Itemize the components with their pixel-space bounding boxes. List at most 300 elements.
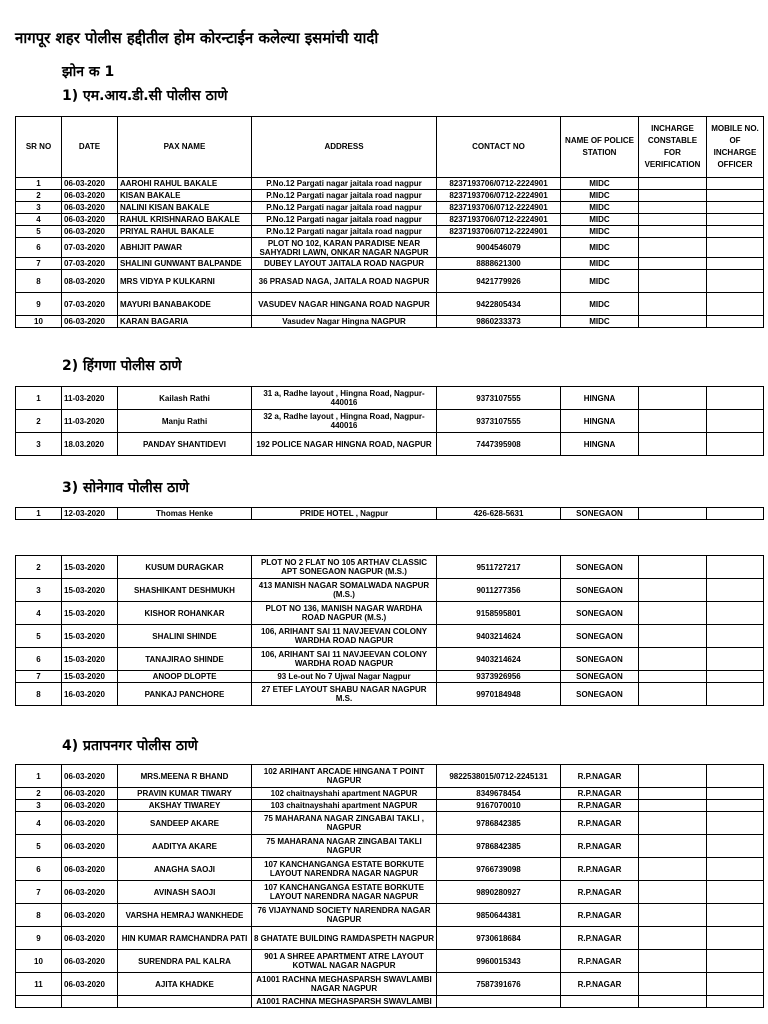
- cell-mobile-incharge: [707, 226, 764, 238]
- table-row: [16, 671, 764, 683]
- cell-address: 93 Le-out No 7 Ujwal Nagar Nagpur: [252, 671, 437, 683]
- cell-date: 06-03-2020: [62, 927, 118, 950]
- cell-mobile-incharge: [707, 190, 764, 202]
- cell-sr-no: 1: [16, 178, 62, 190]
- cell-contact-no: 8888621300: [437, 258, 561, 270]
- cell-sr-no: 4: [16, 812, 62, 835]
- cell-contact-no: 9373107555: [437, 410, 561, 433]
- cell-pax-name: ANOOP DLOPTE: [118, 671, 252, 683]
- cell-sr-no: 4: [16, 602, 62, 625]
- cell-address: 102 chaitnayshahi apartment NAGPUR: [252, 788, 437, 800]
- cell-mobile-incharge: [707, 214, 764, 226]
- cell-sr-no: 1: [16, 765, 62, 788]
- cell-pax-name: KISHOR ROHANKAR: [118, 602, 252, 625]
- cell-address: 106, ARIHANT SAI 11 NAVJEEVAN COLONY WARDHA ROAD NAGPUR: [252, 625, 437, 648]
- cell-pax-name: PRIYAL RAHUL BAKALE: [118, 226, 252, 238]
- cell-police-station: HINGNA: [561, 433, 639, 456]
- cell-date: 15-03-2020: [62, 625, 118, 648]
- cell-contact-no: 9422805434: [437, 293, 561, 316]
- cell-pax-name: SHALINI GUNWANT BALPANDE: [118, 258, 252, 270]
- cell-incharge-constable: [639, 316, 707, 328]
- cell-date: 15-03-2020: [62, 579, 118, 602]
- cell-sr-no: 6: [16, 858, 62, 881]
- cell-date: 15-03-2020: [62, 556, 118, 579]
- cell-police-station: R.P.NAGAR: [561, 950, 639, 973]
- cell-date: 06-03-2020: [62, 812, 118, 835]
- cell-pax-name: AVINASH SAOJI: [118, 881, 252, 904]
- cell-mobile-incharge: [707, 602, 764, 625]
- cell-pax-name: KISAN BAKALE: [118, 190, 252, 202]
- cell-date: 11-03-2020: [62, 410, 118, 433]
- cell-sr-no: 8: [16, 683, 62, 706]
- cell-incharge-constable: [639, 270, 707, 293]
- cell-mobile-incharge: [707, 293, 764, 316]
- cell-address: PRIDE HOTEL , Nagpur: [252, 508, 437, 520]
- cell-incharge-constable: [639, 433, 707, 456]
- cell-address: 107 KANCHANGANGA ESTATE BORKUTE LAYOUT NARENDRA NAGAR NAGPUR: [252, 858, 437, 881]
- cell-sr-no: 11: [16, 973, 62, 996]
- cell-address: A1001 RACHNA MEGHASPARSH SWAVLAMBI NAGAR NAGPUR: [252, 973, 437, 996]
- cell-date: 06-03-2020: [62, 858, 118, 881]
- cell-contact-no: 9850644381: [437, 904, 561, 927]
- cell-incharge-constable: [639, 579, 707, 602]
- cell-police-station: SONEGAON: [561, 671, 639, 683]
- cell-mobile-incharge: [707, 238, 764, 258]
- cell-mobile-incharge: [707, 671, 764, 683]
- cell-police-station: SONEGAON: [561, 625, 639, 648]
- cell-contact-no: 9403214624: [437, 625, 561, 648]
- cell-sr-no: 2: [16, 410, 62, 433]
- cell-incharge-constable: [639, 202, 707, 214]
- table-row: [16, 927, 764, 950]
- table-row: [16, 648, 764, 671]
- cell-sr-no: 3: [16, 800, 62, 812]
- cell-incharge-constable: [639, 800, 707, 812]
- cell-mobile-incharge: [707, 904, 764, 927]
- cell-pax-name: AADITYA AKARE: [118, 835, 252, 858]
- cell-contact-no: 9403214624: [437, 648, 561, 671]
- cell-pax-name: MAYURI BANABAKODE: [118, 293, 252, 316]
- header-address: ADDRESS: [252, 117, 437, 178]
- cell-mobile-incharge: [707, 927, 764, 950]
- cell-police-station: MIDC: [561, 178, 639, 190]
- cell-incharge-constable: [639, 973, 707, 996]
- cell-contact-no: 9158595801: [437, 602, 561, 625]
- cell-police-station: MIDC: [561, 238, 639, 258]
- cell-incharge-constable: [639, 812, 707, 835]
- cell-mobile-incharge: [707, 316, 764, 328]
- cell-contact-no: 9822538015/0712-2245131: [437, 765, 561, 788]
- cell-mobile-incharge: [707, 625, 764, 648]
- table-row: [16, 602, 764, 625]
- cell-police-station: R.P.NAGAR: [561, 973, 639, 996]
- cell-sr-no: 3: [16, 579, 62, 602]
- cell-address: 75 MAHARANA NAGAR ZINGABAI TAKLI NAGPUR: [252, 835, 437, 858]
- table-row: [16, 387, 764, 410]
- cell-police-station: MIDC: [561, 270, 639, 293]
- cell-sr-no: 10: [16, 950, 62, 973]
- table-row: [16, 226, 764, 238]
- table-body-midc: [16, 178, 764, 328]
- table-row: [16, 190, 764, 202]
- cell-pax-name: PANDAY SHANTIDEVI: [118, 433, 252, 456]
- cell-mobile-incharge: [707, 202, 764, 214]
- cell-incharge-constable: [639, 178, 707, 190]
- cell-contact-no: 8237193706/0712-2224901: [437, 226, 561, 238]
- cell-address: PLOT NO 2 FLAT NO 105 ARTHAV CLASSIC APT SONEGAON NAGPUR (M.S.): [252, 556, 437, 579]
- cell-contact-no: 426-628-5631: [437, 508, 561, 520]
- cell-date: 06-03-2020: [62, 973, 118, 996]
- cell-sr-no: 7: [16, 258, 62, 270]
- cell-pax-name: ANAGHA SAOJI: [118, 858, 252, 881]
- cell-address: VASUDEV NAGAR HINGANA ROAD NAGPUR: [252, 293, 437, 316]
- cell-date: 07-03-2020: [62, 258, 118, 270]
- cell-sr-no: 6: [16, 238, 62, 258]
- cell-pax-name: RAHUL KRISHNARAO BAKALE: [118, 214, 252, 226]
- cell-date: [62, 996, 118, 1008]
- cell-mobile-incharge: [707, 858, 764, 881]
- section-heading-sonegaon: 3) सोनेगाव पोलीस ठाणे: [62, 480, 189, 496]
- cell-incharge-constable: [639, 927, 707, 950]
- table-row: [16, 788, 764, 800]
- table-row: [16, 202, 764, 214]
- cell-address: P.No.12 Pargati nagar jaitala road nagpur: [252, 202, 437, 214]
- cell-address: 192 POLICE NAGAR HINGNA ROAD, NAGPUR: [252, 433, 437, 456]
- cell-mobile-incharge: [707, 648, 764, 671]
- cell-contact-no: 8237193706/0712-2224901: [437, 178, 561, 190]
- section-heading-pratapnagar: 4) प्रतापनगर पोलीस ठाणे: [62, 738, 198, 754]
- cell-mobile-incharge: [707, 433, 764, 456]
- cell-address: P.No.12 Pargati nagar jaitala road nagpur: [252, 226, 437, 238]
- table-row: [16, 579, 764, 602]
- cell-address: P.No.12 Pargati nagar jaitala road nagpur: [252, 178, 437, 190]
- cell-sr-no: 5: [16, 835, 62, 858]
- cell-contact-no: 9890280927: [437, 881, 561, 904]
- table-row: [16, 258, 764, 270]
- cell-sr-no: 3: [16, 202, 62, 214]
- cell-address: P.No.12 Pargati nagar jaitala road nagpur: [252, 190, 437, 202]
- cell-contact-no: 9511727217: [437, 556, 561, 579]
- cell-pax-name: MRS.MEENA R BHAND: [118, 765, 252, 788]
- zone-label: झोन क 1: [62, 64, 115, 80]
- table-row: [16, 625, 764, 648]
- cell-incharge-constable: [639, 258, 707, 270]
- cell-address: 36 PRASAD NAGA, JAITALA ROAD NAGPUR: [252, 270, 437, 293]
- cell-contact-no: 9766739098: [437, 858, 561, 881]
- cell-incharge-constable: [639, 625, 707, 648]
- cell-address: 106, ARIHANT SAI 11 NAVJEEVAN COLONY WARDHA ROAD NAGPUR: [252, 648, 437, 671]
- cell-police-station: MIDC: [561, 316, 639, 328]
- table-row: [16, 881, 764, 904]
- cell-mobile-incharge: [707, 996, 764, 1008]
- cell-pax-name: HIN KUMAR RAMCHANDRA PATI: [118, 927, 252, 950]
- table-row: [16, 950, 764, 973]
- cell-mobile-incharge: [707, 835, 764, 858]
- cell-date: 06-03-2020: [62, 904, 118, 927]
- cell-police-station: HINGNA: [561, 387, 639, 410]
- table-row: [16, 904, 764, 927]
- cell-sr-no: [16, 996, 62, 1008]
- cell-address: 413 MANISH NAGAR SOMALWADA NAGPUR (M.S.): [252, 579, 437, 602]
- table-row: [16, 238, 764, 258]
- cell-address: DUBEY LAYOUT JAITALA ROAD NAGPUR: [252, 258, 437, 270]
- cell-date: 06-03-2020: [62, 950, 118, 973]
- table-header-row: [16, 117, 764, 178]
- cell-police-station: R.P.NAGAR: [561, 765, 639, 788]
- header-pax-name: PAX NAME: [118, 117, 252, 178]
- cell-police-station: R.P.NAGAR: [561, 788, 639, 800]
- cell-police-station: MIDC: [561, 214, 639, 226]
- cell-pax-name: SHALINI SHINDE: [118, 625, 252, 648]
- cell-police-station: R.P.NAGAR: [561, 904, 639, 927]
- cell-incharge-constable: [639, 996, 707, 1008]
- cell-police-station: [561, 996, 639, 1008]
- cell-contact-no: 9004546079: [437, 238, 561, 258]
- cell-address: 102 ARIHANT ARCADE HINGANA T POINT NAGPUR: [252, 765, 437, 788]
- cell-sr-no: 2: [16, 556, 62, 579]
- cell-mobile-incharge: [707, 812, 764, 835]
- cell-date: 06-03-2020: [62, 835, 118, 858]
- cell-mobile-incharge: [707, 683, 764, 706]
- cell-date: 06-03-2020: [62, 178, 118, 190]
- table-row: [16, 508, 764, 520]
- section-heading-hingna: 2) हिंगणा पोलीस ठाणे: [62, 358, 182, 374]
- cell-pax-name: Thomas Henke: [118, 508, 252, 520]
- table-midc: [15, 116, 764, 328]
- cell-sr-no: 2: [16, 190, 62, 202]
- cell-pax-name: Kailash Rathi: [118, 387, 252, 410]
- cell-pax-name: AJITA KHADKE: [118, 973, 252, 996]
- cell-police-station: MIDC: [561, 293, 639, 316]
- cell-pax-name: Manju Rathi: [118, 410, 252, 433]
- table-row: [16, 214, 764, 226]
- cell-date: 12-03-2020: [62, 508, 118, 520]
- cell-date: 15-03-2020: [62, 648, 118, 671]
- cell-contact-no: 8349678454: [437, 788, 561, 800]
- cell-mobile-incharge: [707, 881, 764, 904]
- cell-address: 8 GHATATE BUILDING RAMDASPETH NAGPUR: [252, 927, 437, 950]
- cell-mobile-incharge: [707, 579, 764, 602]
- cell-address: 32 a, Radhe layout , Hingna Road, Nagpur-440016: [252, 410, 437, 433]
- cell-incharge-constable: [639, 835, 707, 858]
- cell-police-station: R.P.NAGAR: [561, 835, 639, 858]
- cell-date: 06-03-2020: [62, 214, 118, 226]
- cell-contact-no: 9730618684: [437, 927, 561, 950]
- cell-date: 06-03-2020: [62, 800, 118, 812]
- cell-contact-no: 9421779926: [437, 270, 561, 293]
- cell-incharge-constable: [639, 214, 707, 226]
- cell-date: 06-03-2020: [62, 316, 118, 328]
- cell-date: 07-03-2020: [62, 238, 118, 258]
- table-row: [16, 178, 764, 190]
- cell-sr-no: 7: [16, 881, 62, 904]
- cell-pax-name: KARAN BAGARIA: [118, 316, 252, 328]
- cell-address: PLOT NO 136, MANISH NAGAR WARDHA ROAD NAGPUR (M.S.): [252, 602, 437, 625]
- cell-pax-name: [118, 996, 252, 1008]
- cell-police-station: MIDC: [561, 202, 639, 214]
- cell-police-station: SONEGAON: [561, 648, 639, 671]
- cell-incharge-constable: [639, 904, 707, 927]
- cell-address: 75 MAHARANA NAGAR ZINGABAI TAKLI , NAGPUR: [252, 812, 437, 835]
- cell-contact-no: 9970184948: [437, 683, 561, 706]
- cell-mobile-incharge: [707, 800, 764, 812]
- table-row: [16, 293, 764, 316]
- cell-date: 06-03-2020: [62, 765, 118, 788]
- cell-incharge-constable: [639, 602, 707, 625]
- cell-date: 16-03-2020: [62, 683, 118, 706]
- cell-address: 107 KANCHANGANGA ESTATE BORKUTE LAYOUT NARENDRA NAGAR NAGPUR: [252, 881, 437, 904]
- cell-incharge-constable: [639, 410, 707, 433]
- cell-sr-no: 1: [16, 508, 62, 520]
- table-row: [16, 433, 764, 456]
- table-body-sonegaon-b: [16, 556, 764, 706]
- cell-incharge-constable: [639, 765, 707, 788]
- table-sonegaon-a: [15, 507, 764, 520]
- cell-address: 901 A SHREE APARTMENT ATRE LAYOUT KOTWAL NAGAR NAGPUR: [252, 950, 437, 973]
- cell-sr-no: 10: [16, 316, 62, 328]
- cell-pax-name: SHASHIKANT DESHMUKH: [118, 579, 252, 602]
- header-contact-no: CONTACT NO: [437, 117, 561, 178]
- cell-pax-name: AKSHAY TIWAREY: [118, 800, 252, 812]
- table-row: [16, 765, 764, 788]
- cell-date: 07-03-2020: [62, 293, 118, 316]
- cell-sr-no: 9: [16, 293, 62, 316]
- cell-contact-no: 9786842385: [437, 835, 561, 858]
- cell-incharge-constable: [639, 238, 707, 258]
- header-incharge-constable: INCHARGE CONSTABLE FOR VERIFICATION: [639, 117, 707, 178]
- table-row: [16, 410, 764, 433]
- cell-mobile-incharge: [707, 950, 764, 973]
- cell-incharge-constable: [639, 648, 707, 671]
- cell-sr-no: 1: [16, 387, 62, 410]
- table-row: [16, 316, 764, 328]
- cell-mobile-incharge: [707, 765, 764, 788]
- table-row: [16, 973, 764, 996]
- cell-address: 76 VIJAYNAND SOCIETY NARENDRA NAGAR NAGPUR: [252, 904, 437, 927]
- cell-police-station: R.P.NAGAR: [561, 881, 639, 904]
- cell-sr-no: 5: [16, 625, 62, 648]
- cell-police-station: R.P.NAGAR: [561, 812, 639, 835]
- section-heading-midc: 1) एम.आय.डी.सी पोलीस ठाणे: [62, 88, 228, 104]
- table-row: [16, 858, 764, 881]
- cell-date: 08-03-2020: [62, 270, 118, 293]
- table-body-hingna: [16, 387, 764, 456]
- cell-incharge-constable: [639, 858, 707, 881]
- header-sr-no: SR NO: [16, 117, 62, 178]
- cell-date: 15-03-2020: [62, 671, 118, 683]
- cell-address: A1001 RACHNA MEGHASPARSH SWAVLAMBI: [252, 996, 437, 1008]
- cell-date: 06-03-2020: [62, 788, 118, 800]
- cell-address: Vasudev Nagar Hingna NAGPUR: [252, 316, 437, 328]
- cell-contact-no: 9167070010: [437, 800, 561, 812]
- cell-sr-no: 4: [16, 214, 62, 226]
- cell-sr-no: 8: [16, 270, 62, 293]
- table-row: [16, 996, 764, 1008]
- cell-incharge-constable: [639, 226, 707, 238]
- document-title: नागपूर शहर पोलीस हद्दीतील होम कोरन्टाईन कलेल्या इसमांची यादी: [15, 29, 379, 47]
- table-row: [16, 556, 764, 579]
- cell-incharge-constable: [639, 788, 707, 800]
- cell-pax-name: MRS VIDYA P KULKARNI: [118, 270, 252, 293]
- cell-date: 18.03.2020: [62, 433, 118, 456]
- cell-police-station: MIDC: [561, 190, 639, 202]
- cell-contact-no: 9786842385: [437, 812, 561, 835]
- cell-pax-name: ABHIJIT PAWAR: [118, 238, 252, 258]
- cell-contact-no: 8237193706/0712-2224901: [437, 190, 561, 202]
- cell-mobile-incharge: [707, 556, 764, 579]
- cell-pax-name: AAROHI RAHUL BAKALE: [118, 178, 252, 190]
- cell-address: P.No.12 Pargati nagar jaitala road nagpur: [252, 214, 437, 226]
- table-row: [16, 812, 764, 835]
- cell-date: 15-03-2020: [62, 602, 118, 625]
- cell-contact-no: 9373926956: [437, 671, 561, 683]
- header-mobile-incharge: MOBILE NO. OF INCHARGE OFFICER: [707, 117, 764, 178]
- cell-sr-no: 3: [16, 433, 62, 456]
- cell-incharge-constable: [639, 387, 707, 410]
- cell-mobile-incharge: [707, 508, 764, 520]
- cell-contact-no: 8237193706/0712-2224901: [437, 202, 561, 214]
- cell-police-station: SONEGAON: [561, 602, 639, 625]
- cell-pax-name: NALINI KISAN BAKALE: [118, 202, 252, 214]
- cell-address: 27 ETEF LAYOUT SHABU NAGAR NAGPUR M.S.: [252, 683, 437, 706]
- cell-mobile-incharge: [707, 270, 764, 293]
- cell-mobile-incharge: [707, 178, 764, 190]
- cell-sr-no: 7: [16, 671, 62, 683]
- cell-pax-name: KUSUM DURAGKAR: [118, 556, 252, 579]
- cell-mobile-incharge: [707, 973, 764, 996]
- cell-pax-name: TANAJIRAO SHINDE: [118, 648, 252, 671]
- cell-address: PLOT NO 102, KARAN PARADISE NEAR SAHYADRI LAWN, ONKAR NAGAR NAGPUR: [252, 238, 437, 258]
- cell-sr-no: 5: [16, 226, 62, 238]
- cell-date: 11-03-2020: [62, 387, 118, 410]
- cell-police-station: SONEGAON: [561, 683, 639, 706]
- table-sonegaon-b: [15, 555, 764, 706]
- cell-mobile-incharge: [707, 410, 764, 433]
- table-row: [16, 683, 764, 706]
- cell-address: 103 chaitnayshahi apartment NAGPUR: [252, 800, 437, 812]
- cell-contact-no: 9960015343: [437, 950, 561, 973]
- cell-police-station: SONEGAON: [561, 579, 639, 602]
- cell-date: 06-03-2020: [62, 202, 118, 214]
- cell-pax-name: VARSHA HEMRAJ WANKHEDE: [118, 904, 252, 927]
- cell-incharge-constable: [639, 293, 707, 316]
- cell-police-station: SONEGAON: [561, 556, 639, 579]
- cell-contact-no: [437, 996, 561, 1008]
- cell-contact-no: 7447395908: [437, 433, 561, 456]
- header-police-station: NAME OF POLICE STATION: [561, 117, 639, 178]
- cell-contact-no: 7587391676: [437, 973, 561, 996]
- table-hingna: [15, 386, 764, 456]
- cell-incharge-constable: [639, 190, 707, 202]
- cell-mobile-incharge: [707, 788, 764, 800]
- cell-pax-name: PANKAJ PANCHORE: [118, 683, 252, 706]
- cell-police-station: R.P.NAGAR: [561, 858, 639, 881]
- cell-incharge-constable: [639, 508, 707, 520]
- cell-address: 31 a, Radhe layout , Hingna Road, Nagpur-440016: [252, 387, 437, 410]
- cell-contact-no: 9373107555: [437, 387, 561, 410]
- cell-mobile-incharge: [707, 387, 764, 410]
- cell-contact-no: 9011277356: [437, 579, 561, 602]
- cell-incharge-constable: [639, 683, 707, 706]
- cell-contact-no: 8237193706/0712-2224901: [437, 214, 561, 226]
- cell-pax-name: PRAVIN KUMAR TIWARY: [118, 788, 252, 800]
- cell-police-station: R.P.NAGAR: [561, 927, 639, 950]
- cell-date: 06-03-2020: [62, 881, 118, 904]
- cell-pax-name: SANDEEP AKARE: [118, 812, 252, 835]
- table-row: [16, 835, 764, 858]
- cell-sr-no: 9: [16, 927, 62, 950]
- cell-incharge-constable: [639, 556, 707, 579]
